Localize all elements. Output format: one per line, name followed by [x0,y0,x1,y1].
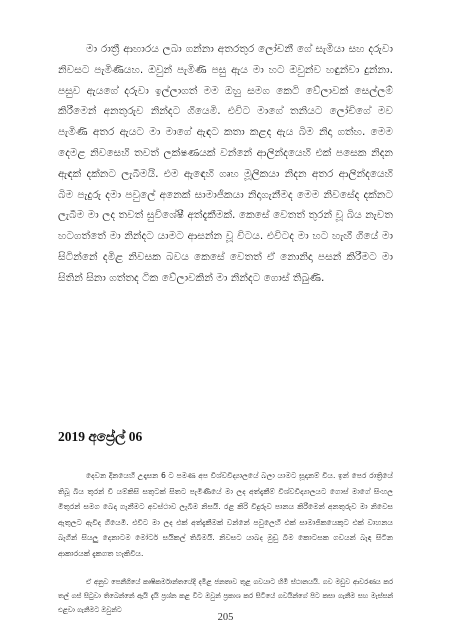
body-text-block-2 [58,468,393,561]
page-number: 205 [217,612,234,623]
body-text-block-1 [58,39,393,289]
paragraph: ඒ අනුව පෙනීගියේ කෘෂිකර්මාන්තයේදී දමිළ ජනතාව තුළ ගවයාට හිමි ස්ථානයයි. ගව මඩුව ආවරණය කර තල් ගස් සිටුවා තිබෙන්නේ ඇයි දැයි ප්‍රශ්න කළ විට ඔවුන් ප්‍රකාශ කර සිටියේ ගවයින්ගේ පිට කසා ගැනීම සහ මැස්සන් එළවා ගැනීමට ඔවුන්ට [58,578,393,615]
date-heading: 2019 අප්‍රේල් 06 [58,429,143,444]
paragraph: මා රාත්‍රී ආහාරය ලබා ගන්නා අතරතුර ලෝචනී ගේ සැමියා සහ දරුවා නිවසට පැමිණියහ. ඔවුන් පැමිණි පසු ඇය මා හට ඔවුන්ව හඳුන්වා දුන්නා. පසුව ඇයගේ දරුවා ඉල්ලාගත් මම ඔහු සමග කෙටි වේලාවක් සෙල්ලම් කිරීමෙන් අනතුරුව නින්දට ගියෙමි. එවිට මාගේ තනියට ලෝචිගේ මව පැමිණි අතර ඇයට මා මාගේ ඇඳට කතා කළද ඇය බිම නිදා ගත්හ. මෙම දෙමළ නිවසෙහි තවත් ලක්ෂණයක් වන්නේ ආලින්දයෙහි එක් පසෙක නිදන ඇඳක් දක්නට ලැබීමයි. එම ඇඳෙහි ගෘහ මූලිකයා නිදන අතර ආලින්දයෙහි බිම පැදුරු දමා පවුලේ අනෙක් සාමාජිකයා නිදාගැනීමද මෙම නිවසේද දක්නට ලැබීම මා ලද තවත් සුවිශේෂී අත්දැකීමක්. කෙසේ වෙතත් තුරන් වූ බිය නැවත හටගත්තේ මා නින්දට යාමට ආසන්න වූ විටය. එවිටද මා හට හැඟී ගියේ මා සිටින්නේ දමිළ නිවසක බවය කෙසේ වෙතත් ඒ නොනිදා පසන් කිරීමට මා සිතින් සිනා ගත්තද ටික වේලාවකින් මා නින්දට ගොස් තිබුණි. [58,43,393,284]
paragraph: දෙවන දිනයෙහි උදෑසන 6 ට පමණ අප විශ්වවිද්‍යාලයේ බලා යාමට සූදානම් විය. ඉන් පෙර රාත්‍රියේ තිබූ බිය තුරන් වී යම්කිසි සතුටක් සිතට පැමිණියේ මා ලද අත්දැකීම් විශ්වවිද්‍යාලයට ගොස් මාගේ සිංහල මිතුරන් සමග බෙදා ගැනීමට අවස්ථාව ලැබීම නිසයි. රළ කිරි විදුරුව පානය කිරීමෙන් අනතුරුව මා නිවෙස ඇතුලට ඇවිද ගියෙමි. එවිට මා ලද එක් අත්දැකීමක් වන්නේ පවුලෙහි එක් සාමාජිකයෙකුට එක් වාහනය බැගින් සියලු දෙනාටම මෝටර් සයිකල් තිබීමයි. නිවසට යාබද මුඩු බිම කොටසක ගවයන් බැඳ සිටින ආකාරයක් දැකගත හැකිවිය. [58,471,393,558]
